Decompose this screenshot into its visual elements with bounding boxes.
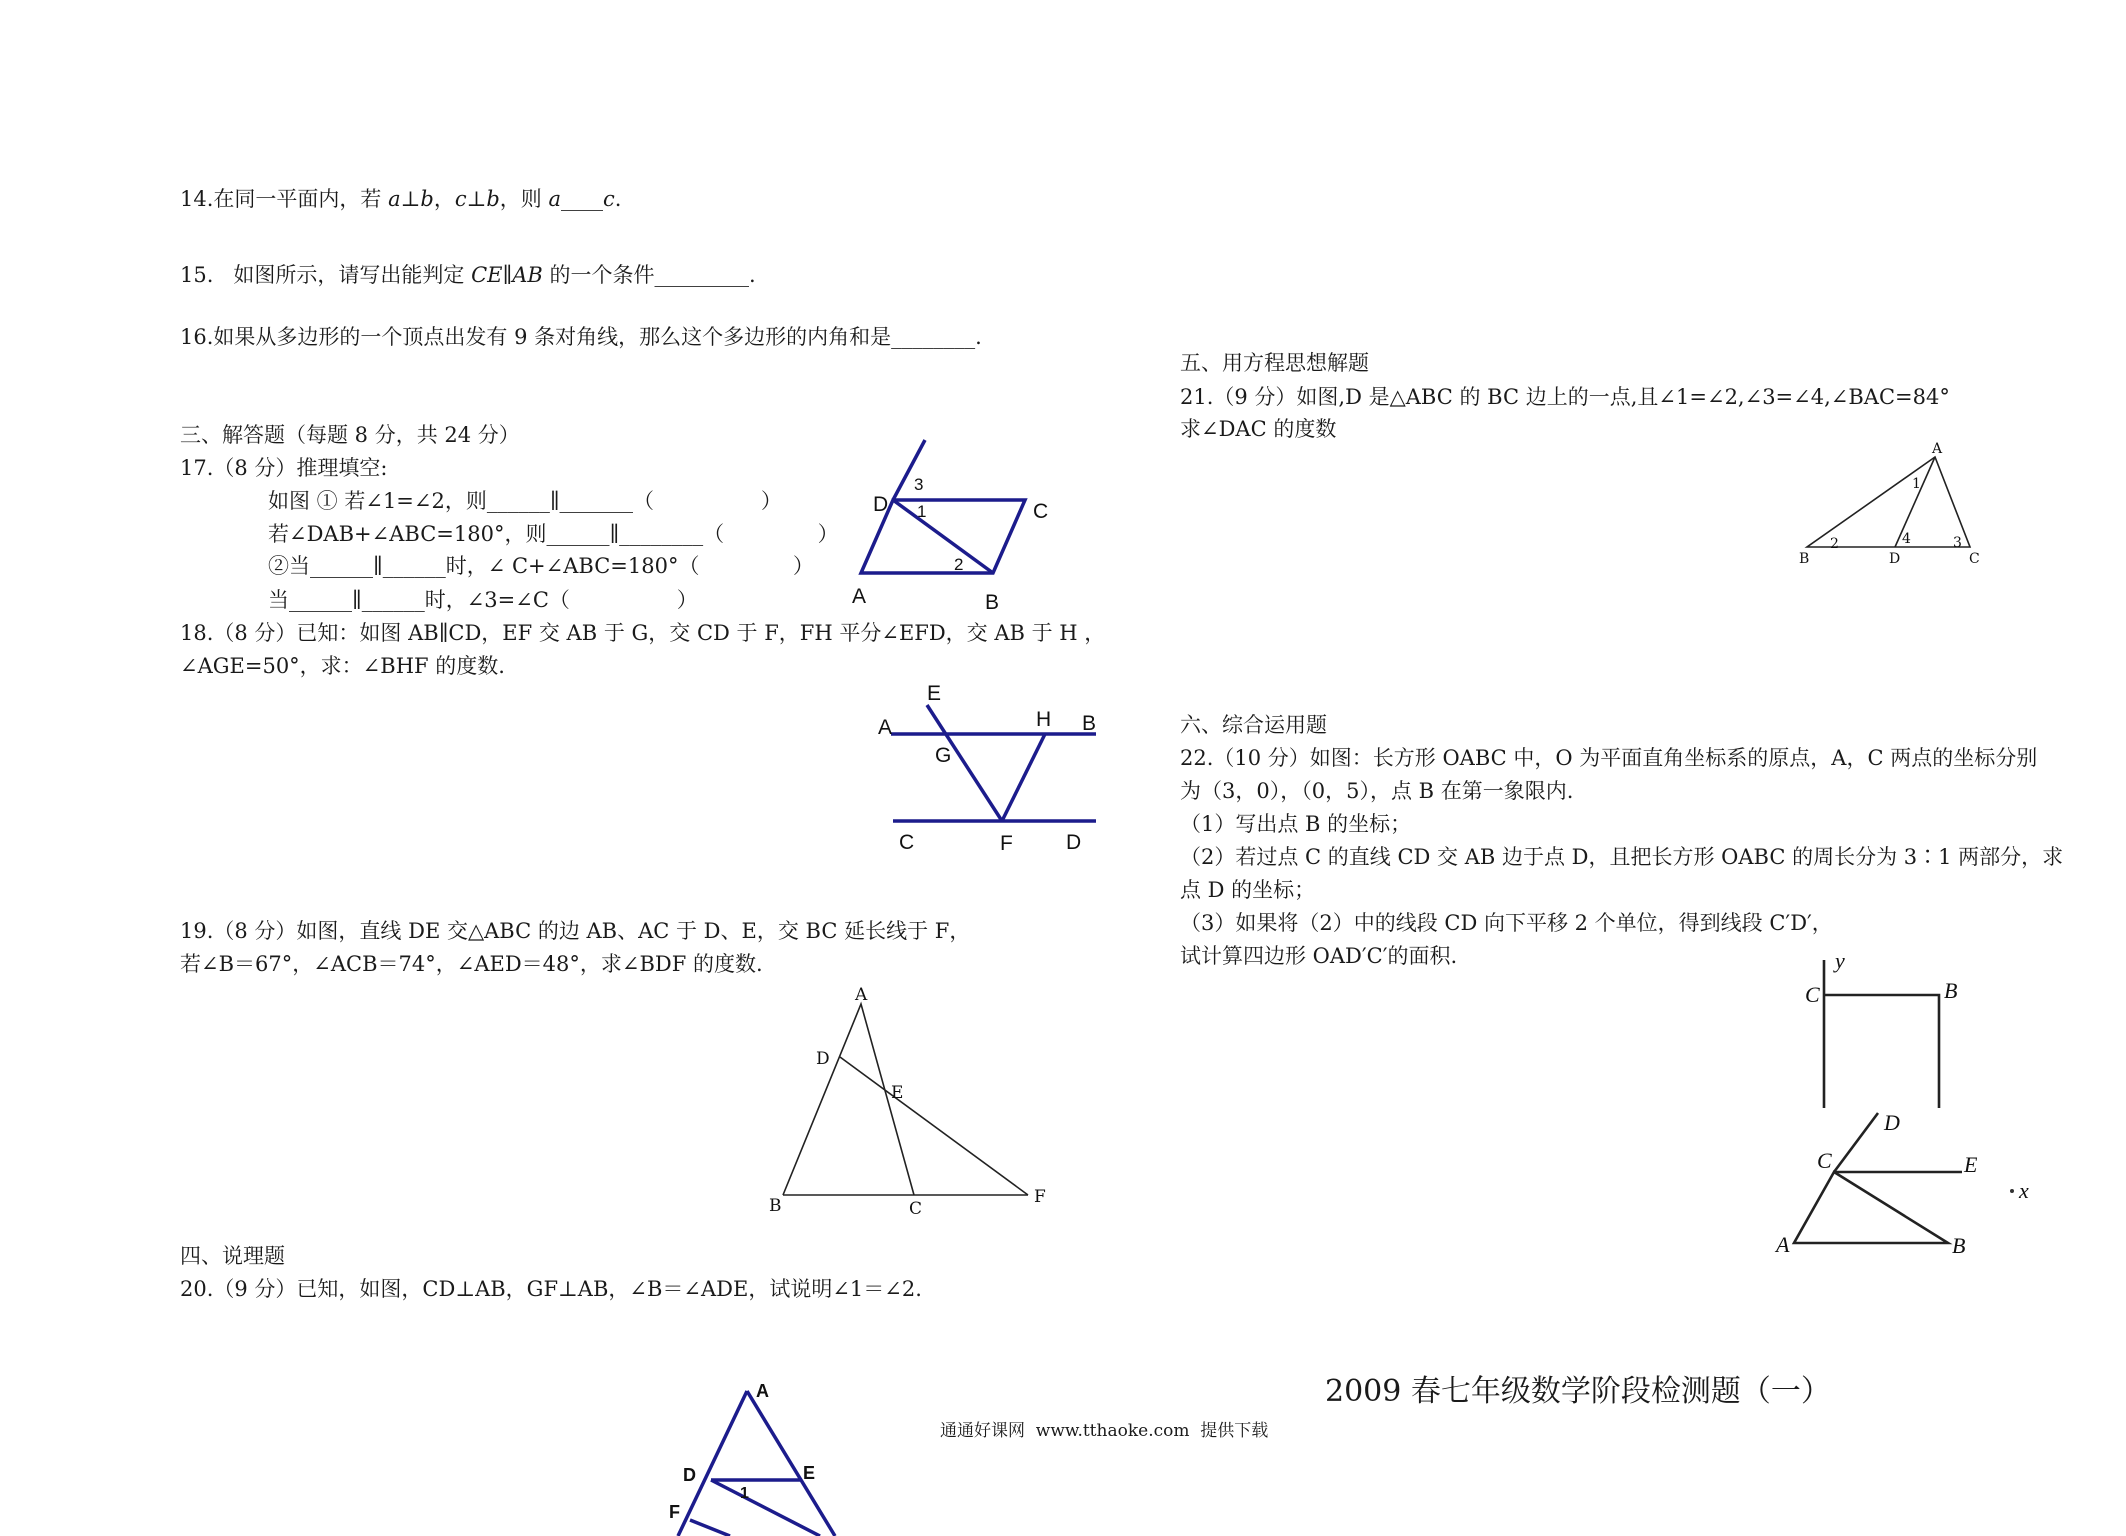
question-17-line-1: 如图 ① 若∠1=∠2，则______∥_______（ ） (268, 489, 782, 513)
figure-19-triangle (769, 985, 1046, 1219)
figure-18-parallel-lines (878, 682, 1096, 855)
label-c: C (909, 1199, 923, 1219)
question-20: 20.（9 分）已知，如图，CD⊥AB，GF⊥AB，∠B＝∠ADE，试说明∠1＝∠2. (180, 1277, 922, 1301)
side-ac (747, 1391, 835, 1536)
line-fh (1002, 734, 1045, 821)
figure-22-triangle (1774, 1110, 2029, 1258)
figure-22-rectangle (1805, 948, 1957, 1108)
triangle-abc (1807, 457, 1970, 547)
question-22-line-2: 为（3，0），（0，5），点 B 在第一象限内. (1180, 779, 1574, 803)
figure-17-parallelogram (852, 440, 1048, 614)
section-6-heading: 六、综合运用题 (1180, 713, 1327, 737)
label-b: B (769, 1196, 782, 1216)
label-e: E (803, 1463, 816, 1483)
question-21-line-2: 求∠DAC 的度数 (1180, 417, 1337, 441)
rectangle-cb (1824, 995, 1939, 1108)
section-5-heading: 五、用方程思想解题 (1180, 351, 1369, 375)
question-19-line-2: 若∠B＝67°，∠ACB＝74°，∠AED＝48°，求∠BDF 的度数. (180, 952, 763, 976)
section-3-heading: 三、解答题（每题 8 分，共 24 分） (180, 423, 520, 447)
page-title: 2009 春七年级数学阶段检测题（一） (1325, 1374, 1831, 1409)
label-d: D (873, 493, 889, 516)
label-angle-2: 2 (1830, 536, 1839, 552)
label-d: D (1889, 551, 1901, 567)
label-x: x (2019, 1178, 2029, 1203)
label-a: A (878, 716, 893, 739)
question-22-line-7: 试计算四边形 OAD′C′的面积. (1180, 944, 1458, 968)
question-22-line-6: （3）如果将（2）中的线段 CD 向下平移 2 个单位，得到线段 C′D′， (1180, 911, 1833, 935)
label-a: A (1932, 441, 1943, 457)
label-angle-3: 3 (914, 475, 924, 494)
label-d: D (816, 1049, 830, 1069)
question-17-line-2: 若∠DAB+∠ABC=180°，则______∥________（ ） (268, 522, 839, 546)
question-22-line-5: 点 D 的坐标； (1180, 878, 1316, 902)
label-angle-2: 2 (954, 555, 964, 574)
question-21-line-1: 21.（9 分）如图,D 是△ABC 的 BC 边上的一点,且∠1=∠2,∠3=∠4,∠BAC=84° (1180, 385, 1950, 409)
question-19-line-1: 19.（8 分）如图，直线 DE 交△ABC 的边 AB、AC 于 D、E，交 BC 延长线于 F， (180, 919, 971, 943)
label-d: D (683, 1465, 696, 1485)
label-e: E (891, 1083, 904, 1103)
label-b: B (1952, 1233, 1966, 1258)
label-angle-1: 1 (917, 502, 927, 521)
label-b: B (1944, 978, 1958, 1003)
label-f: F (1000, 832, 1013, 855)
question-17-line-3: ②当______∥______时，∠ C+∠ABC=180°（ ） (268, 554, 814, 578)
label-y: y (1835, 948, 1845, 973)
line-f-down (690, 1520, 730, 1536)
x-axis-arrow-dot (2010, 1189, 2014, 1193)
label-angle-1: 1 (740, 1485, 749, 1502)
question-14: 14.在同一平面内，若 a⊥b，c⊥b，则 a____c. (180, 187, 622, 211)
question-18-line-2: ∠AGE=50°，求：∠BHF 的度数. (180, 654, 505, 678)
label-a: A (756, 1381, 769, 1401)
label-b: B (1082, 712, 1097, 735)
label-b: B (985, 591, 1000, 614)
figure-20-triangle (669, 1381, 835, 1536)
label-b: B (1799, 551, 1810, 567)
label-angle-3: 3 (1953, 535, 1962, 551)
label-c: C (1817, 1148, 1832, 1173)
question-22-line-3: （1）写出点 B 的坐标； (1180, 812, 1412, 836)
label-f: F (669, 1502, 680, 1522)
question-16: 16.如果从多边形的一个顶点出发有 9 条对角线，那么这个多边形的内角和是________. (180, 325, 982, 349)
label-e: E (1964, 1152, 1978, 1177)
question-15: 15. 如图所示，请写出能判定 CE∥AB 的一个条件_________. (180, 263, 756, 287)
label-a: A (855, 985, 868, 1005)
question-18-line-1: 18.（8 分）已知：如图 AB∥CD，EF 交 AB 于 G，交 CD 于 F，FH 平分∠EFD，交 AB 于 H ， (180, 621, 1106, 645)
label-angle-4: 4 (1902, 531, 1911, 547)
question-17-title: 17.（8 分）推理填空: (180, 456, 388, 480)
side-ab (678, 1391, 747, 1536)
footer-credit: 通通好课网 www.tthaoke.com 提供下载 (940, 1421, 1269, 1441)
section-4-heading: 四、说理题 (180, 1244, 285, 1268)
label-g: G (935, 744, 952, 767)
label-c: C (899, 831, 915, 854)
label-a: A (1776, 1232, 1790, 1257)
figure-21-triangle (1799, 441, 1980, 567)
label-a: A (852, 585, 867, 608)
label-f: F (1034, 1187, 1046, 1207)
label-d: D (1066, 831, 1082, 854)
line-df (840, 1057, 1028, 1195)
triangle-acb (1794, 1172, 1948, 1243)
label-angle-1: 1 (1912, 476, 1921, 492)
label-c: C (1805, 982, 1820, 1007)
line-cd (1834, 1113, 1878, 1172)
label-c: C (1033, 500, 1049, 523)
diagonal-db (893, 500, 993, 573)
label-e: E (927, 682, 942, 705)
label-c: C (1969, 551, 1980, 567)
label-d: D (1884, 1110, 1900, 1135)
question-22-line-1: 22.（10 分）如图：长方形 OABC 中，O 为平面直角坐标系的原点，A，C 两点的坐标分别 (1180, 746, 2038, 770)
label-h: H (1036, 708, 1052, 731)
line-d-down (711, 1480, 820, 1536)
question-22-line-4: （2）若过点 C 的直线 CD 交 AB 边于点 D，且把长方形 OABC 的周长分为 3∶1 两部分，求 (1180, 845, 2064, 869)
question-17-line-4: 当______∥______时，∠3=∠C（ ） (268, 588, 698, 612)
